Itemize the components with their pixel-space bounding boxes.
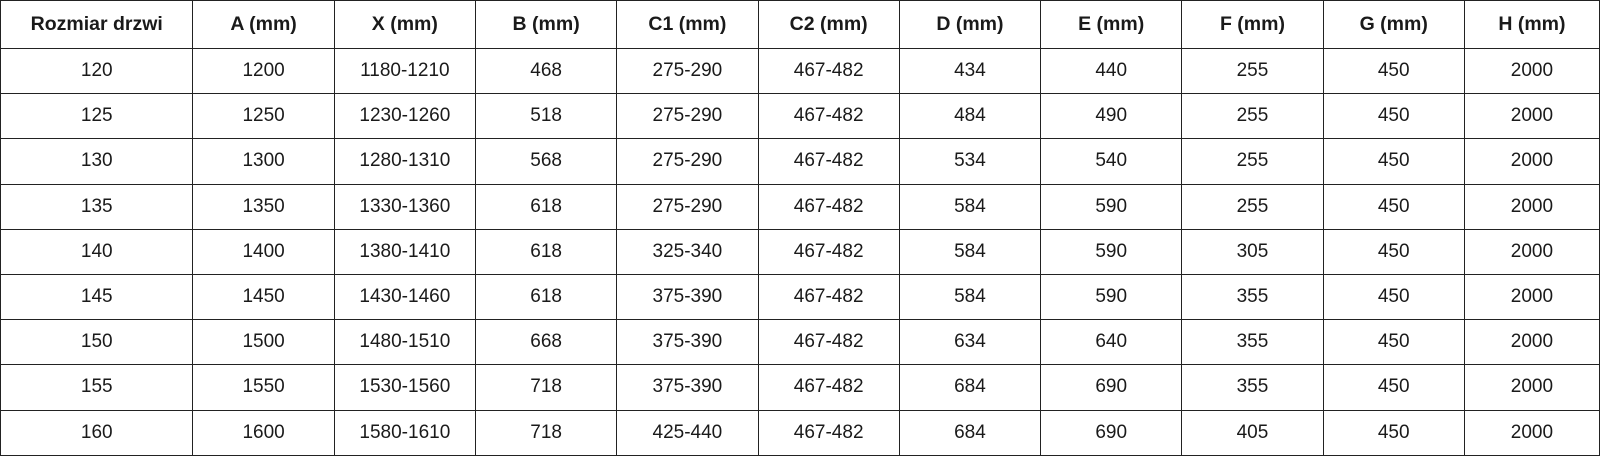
cell-f: 355 [1182, 320, 1323, 365]
table-row [1, 275, 1600, 320]
column-header-d: D (mm) [899, 1, 1040, 49]
cell-c1: 375-390 [617, 320, 758, 365]
column-header-x: X (mm) [334, 1, 475, 49]
cell-b: 718 [475, 365, 616, 410]
table-row [1, 229, 1600, 274]
cell-c1: 275-290 [617, 139, 758, 184]
table-row [1, 320, 1600, 365]
cell-door-size: 125 [1, 94, 193, 139]
cell-g: 450 [1323, 184, 1464, 229]
cell-g: 450 [1323, 229, 1464, 274]
cell-x: 1230-1260 [334, 94, 475, 139]
table-row [1, 365, 1600, 410]
cell-door-size: 160 [1, 410, 193, 455]
cell-door-size: 150 [1, 320, 193, 365]
cell-e: 590 [1041, 229, 1182, 274]
cell-a: 1600 [193, 410, 334, 455]
cell-b: 568 [475, 139, 616, 184]
cell-door-size: 145 [1, 275, 193, 320]
cell-f: 355 [1182, 275, 1323, 320]
cell-c2: 467-482 [758, 410, 899, 455]
cell-f: 255 [1182, 49, 1323, 94]
cell-d: 484 [899, 94, 1040, 139]
column-header-door-size: Rozmiar drzwi [1, 1, 193, 49]
column-header-f: F (mm) [1182, 1, 1323, 49]
cell-e: 690 [1041, 410, 1182, 455]
cell-b: 618 [475, 275, 616, 320]
cell-door-size: 120 [1, 49, 193, 94]
cell-h: 2000 [1464, 365, 1599, 410]
cell-g: 450 [1323, 320, 1464, 365]
cell-h: 2000 [1464, 139, 1599, 184]
cell-c2: 467-482 [758, 320, 899, 365]
cell-b: 468 [475, 49, 616, 94]
cell-g: 450 [1323, 49, 1464, 94]
column-header-g: G (mm) [1323, 1, 1464, 49]
cell-d: 684 [899, 365, 1040, 410]
cell-a: 1350 [193, 184, 334, 229]
cell-c1: 275-290 [617, 184, 758, 229]
cell-e: 690 [1041, 365, 1182, 410]
cell-a: 1400 [193, 229, 334, 274]
column-header-c1: C1 (mm) [617, 1, 758, 49]
table-row [1, 94, 1600, 139]
cell-c2: 467-482 [758, 229, 899, 274]
cell-x: 1380-1410 [334, 229, 475, 274]
cell-b: 518 [475, 94, 616, 139]
cell-f: 255 [1182, 184, 1323, 229]
cell-c1: 325-340 [617, 229, 758, 274]
cell-g: 450 [1323, 365, 1464, 410]
cell-door-size: 155 [1, 365, 193, 410]
cell-e: 490 [1041, 94, 1182, 139]
cell-g: 450 [1323, 139, 1464, 184]
cell-a: 1500 [193, 320, 334, 365]
cell-h: 2000 [1464, 275, 1599, 320]
cell-e: 590 [1041, 275, 1182, 320]
table-row [1, 49, 1600, 94]
cell-door-size: 140 [1, 229, 193, 274]
cell-f: 255 [1182, 139, 1323, 184]
table-body [1, 49, 1600, 456]
cell-c1: 275-290 [617, 49, 758, 94]
cell-d: 684 [899, 410, 1040, 455]
cell-b: 618 [475, 184, 616, 229]
table-row [1, 139, 1600, 184]
cell-g: 450 [1323, 94, 1464, 139]
cell-f: 305 [1182, 229, 1323, 274]
cell-d: 534 [899, 139, 1040, 184]
cell-d: 584 [899, 275, 1040, 320]
cell-e: 590 [1041, 184, 1182, 229]
cell-h: 2000 [1464, 229, 1599, 274]
cell-e: 640 [1041, 320, 1182, 365]
table-header [1, 1, 1600, 49]
cell-x: 1330-1360 [334, 184, 475, 229]
column-header-c2: C2 (mm) [758, 1, 899, 49]
cell-d: 634 [899, 320, 1040, 365]
cell-a: 1200 [193, 49, 334, 94]
cell-x: 1430-1460 [334, 275, 475, 320]
cell-h: 2000 [1464, 184, 1599, 229]
column-header-b: B (mm) [475, 1, 616, 49]
cell-b: 718 [475, 410, 616, 455]
cell-g: 450 [1323, 410, 1464, 455]
cell-f: 405 [1182, 410, 1323, 455]
table-header-row [1, 1, 1600, 49]
cell-a: 1550 [193, 365, 334, 410]
cell-f: 355 [1182, 365, 1323, 410]
cell-door-size: 135 [1, 184, 193, 229]
cell-g: 450 [1323, 275, 1464, 320]
cell-a: 1300 [193, 139, 334, 184]
column-header-h: H (mm) [1464, 1, 1599, 49]
cell-c1: 375-390 [617, 365, 758, 410]
cell-e: 540 [1041, 139, 1182, 184]
cell-c2: 467-482 [758, 94, 899, 139]
cell-c1: 275-290 [617, 94, 758, 139]
cell-h: 2000 [1464, 410, 1599, 455]
cell-c2: 467-482 [758, 365, 899, 410]
column-header-e: E (mm) [1041, 1, 1182, 49]
cell-c1: 375-390 [617, 275, 758, 320]
cell-c2: 467-482 [758, 275, 899, 320]
cell-c2: 467-482 [758, 184, 899, 229]
cell-d: 584 [899, 184, 1040, 229]
cell-b: 668 [475, 320, 616, 365]
cell-x: 1480-1510 [334, 320, 475, 365]
cell-h: 2000 [1464, 94, 1599, 139]
cell-d: 434 [899, 49, 1040, 94]
cell-door-size: 130 [1, 139, 193, 184]
cell-c2: 467-482 [758, 139, 899, 184]
cell-b: 618 [475, 229, 616, 274]
cell-h: 2000 [1464, 320, 1599, 365]
cell-f: 255 [1182, 94, 1323, 139]
cell-d: 584 [899, 229, 1040, 274]
cell-a: 1450 [193, 275, 334, 320]
table-row [1, 184, 1600, 229]
cell-c1: 425-440 [617, 410, 758, 455]
cell-h: 2000 [1464, 49, 1599, 94]
table-row [1, 410, 1600, 455]
column-header-a: A (mm) [193, 1, 334, 49]
cell-x: 1280-1310 [334, 139, 475, 184]
cell-x: 1580-1610 [334, 410, 475, 455]
cell-a: 1250 [193, 94, 334, 139]
cell-x: 1180-1210 [334, 49, 475, 94]
cell-c2: 467-482 [758, 49, 899, 94]
cell-x: 1530-1560 [334, 365, 475, 410]
cell-e: 440 [1041, 49, 1182, 94]
